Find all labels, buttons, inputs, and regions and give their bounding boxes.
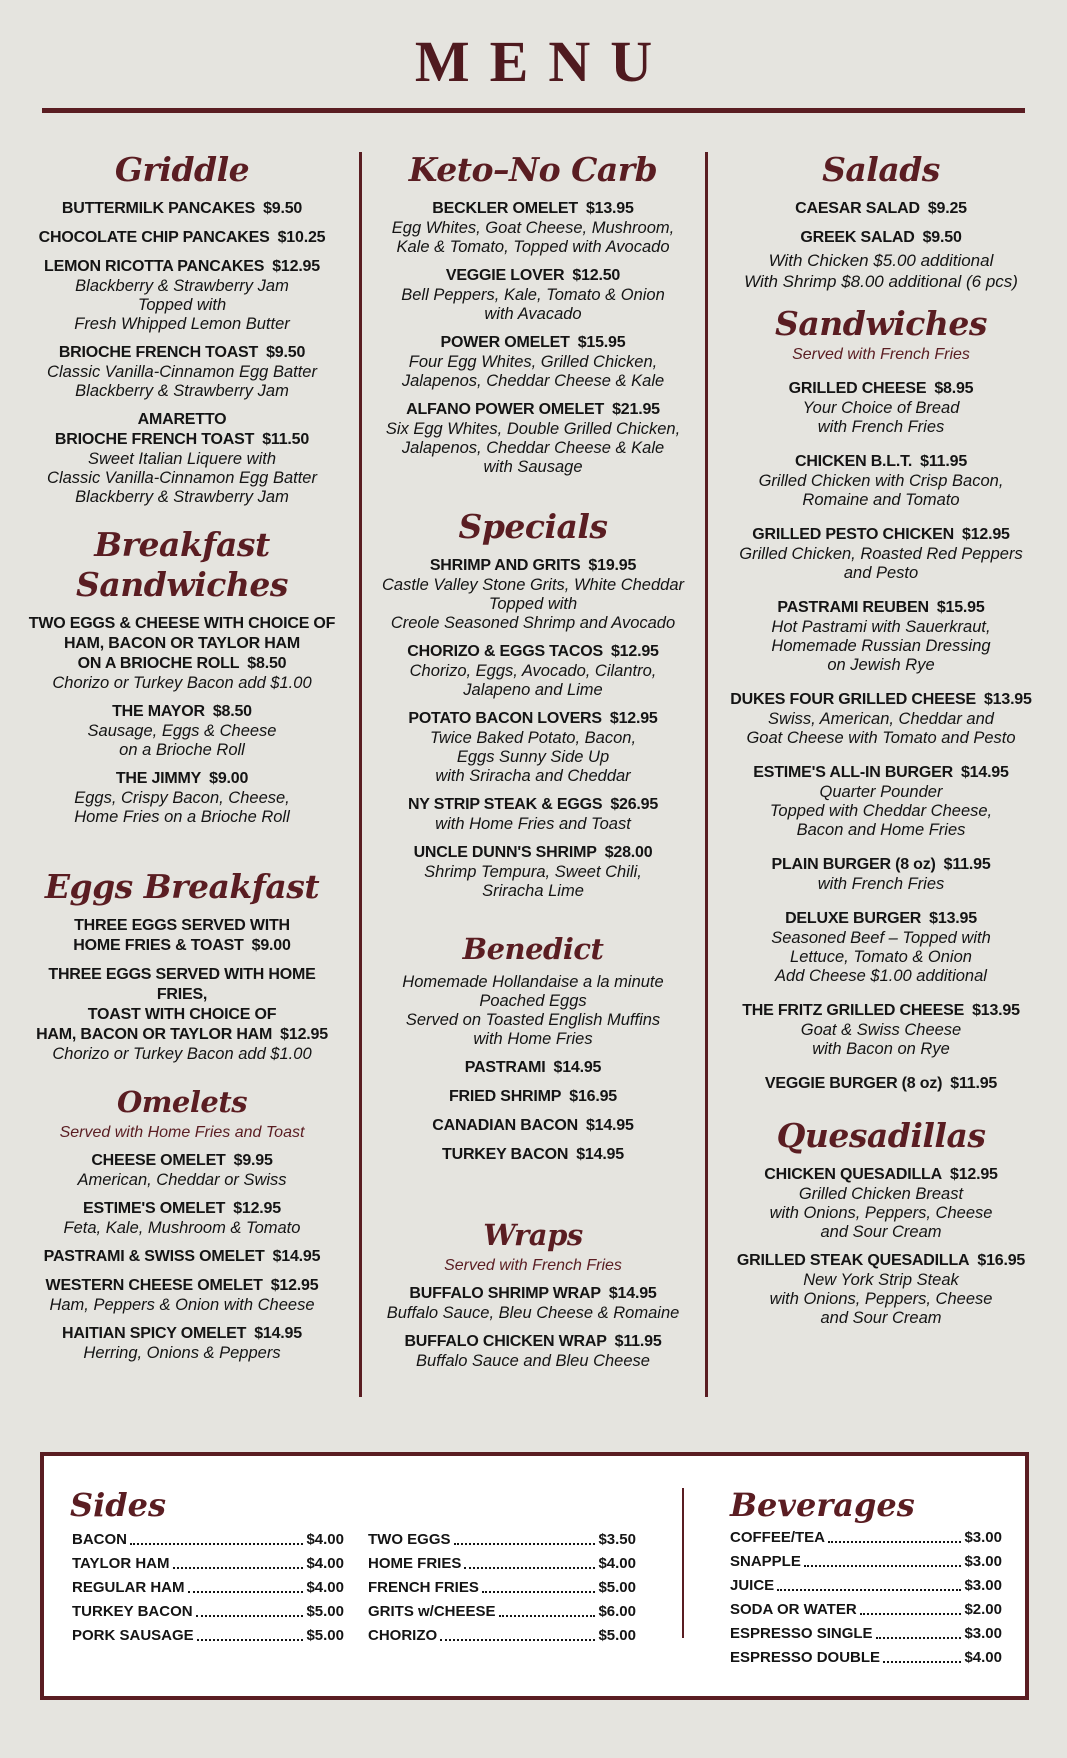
- menu-item-name: THREE EGGS SERVED WITH HOME FRIES & TOAST: [73, 917, 290, 954]
- section-title-omelets: Omelets: [116, 1085, 248, 1119]
- menu-item: [372, 199, 694, 257]
- beverages-title: Beverages: [730, 1486, 915, 1524]
- menu-item-price: $10.25: [277, 229, 326, 246]
- section-title-keto: Keto–No Carb: [408, 150, 658, 189]
- price-list-label: COFFEE/TEA: [730, 1529, 826, 1546]
- menu-item-price: $14.95: [254, 1325, 302, 1342]
- price-list-price: $3.00: [964, 1625, 1002, 1642]
- menu-item-description: Bell Peppers, Kale, Tomato & Onion with Avacado: [401, 286, 665, 323]
- menu-item-price: $12.95: [610, 643, 659, 660]
- price-list-row: [368, 1578, 636, 1598]
- menu-item: [22, 614, 342, 693]
- dot-leader: [883, 1648, 961, 1663]
- menu-item-price: $12.95: [280, 1026, 328, 1043]
- menu-item-description: Sweet Italian Liquere with Classic Vanilla-Cinnamon Egg Batter Blackberry & Strawberry Jam: [47, 450, 317, 506]
- menu-item-price: $16.95: [569, 1088, 618, 1105]
- menu-item-name: GRILLED STEAK QUESADILLA: [736, 1252, 970, 1269]
- section-title-benedict: Benedict: [462, 932, 604, 966]
- menu-item-price: $9.25: [927, 200, 967, 217]
- menu-item-price: $12.95: [233, 1200, 281, 1217]
- menu-item-description: Buffalo Sauce and Bleu Cheese: [416, 1352, 650, 1370]
- menu-item-description: Shrimp Tempura, Sweet Chili, Sriracha Lime: [424, 863, 642, 900]
- menu-item-name: ESTIME'S OMELET: [83, 1200, 226, 1217]
- price-list-label: ESPRESSO SINGLE: [730, 1625, 873, 1642]
- menu-item-name: SHRIMP AND GRITS: [429, 557, 581, 574]
- menu-item: [22, 1151, 342, 1190]
- sides-list-right: [368, 1530, 636, 1650]
- menu-item: [22, 1324, 342, 1363]
- menu-item-name: VEGGIE LOVER: [445, 267, 565, 284]
- menu-item-name: NY STRIP STEAK & EGGS: [407, 796, 603, 813]
- dot-leader: [876, 1624, 962, 1639]
- menu-item-price: $12.95: [272, 258, 320, 275]
- menu-item-name: GRILLED PESTO CHICKEN: [752, 526, 954, 543]
- menu-item: [22, 228, 342, 248]
- menu-column-left: [22, 150, 342, 1363]
- menu-item: [372, 1332, 694, 1371]
- menu-item: [722, 1001, 1040, 1059]
- dot-leader: [482, 1578, 596, 1593]
- menu-item-description: Twice Baked Potato, Bacon, Eggs Sunny Side Up with Sriracha and Cheddar: [429, 729, 637, 785]
- menu-item-description: Grilled Chicken with Crisp Bacon, Romaine and Tomato: [758, 472, 1004, 509]
- menu-item-price: $28.00: [604, 844, 653, 861]
- menu-item-description: American, Cheddar or Swiss: [77, 1171, 287, 1189]
- menu-item-description: Grilled Chicken Breast with Onions, Peppers, Cheese and Sour Cream: [769, 1185, 993, 1241]
- dot-leader: [454, 1530, 596, 1545]
- menu-item: [722, 228, 1040, 248]
- menu-item: [722, 1165, 1040, 1242]
- menu-item-price: $11.95: [950, 1075, 998, 1092]
- section-specials: [372, 556, 694, 901]
- menu-item-price: $15.95: [936, 599, 985, 616]
- menu-item-name: UNCLE DUNN'S SHRIMP: [413, 844, 597, 861]
- price-list-label: HOME FRIES: [368, 1555, 462, 1572]
- price-list-row: [368, 1530, 636, 1550]
- menu-item-description: Sausage, Eggs & Cheese on a Brioche Roll: [87, 722, 277, 759]
- price-list-row: [368, 1626, 636, 1646]
- price-list-row: [72, 1602, 344, 1622]
- section-sandwiches: [722, 379, 1040, 1094]
- sides-beverages-box: [40, 1452, 1029, 1700]
- menu-item-price: $12.50: [572, 267, 621, 284]
- page-title: MENU: [414, 29, 673, 94]
- menu-item-description: Quarter Pounder Topped with Cheddar Cheese, Bacon and Home Fries: [769, 783, 993, 839]
- menu-item-name: CHICKEN QUESADILLA: [764, 1166, 942, 1183]
- menu-item-description: New York Strip Steak with Onions, Peppers, Cheese and Sour Cream: [769, 1271, 993, 1327]
- price-list-price: $4.00: [306, 1555, 344, 1572]
- menu-item-price: $9.50: [266, 344, 306, 361]
- menu-item: [22, 1247, 342, 1267]
- price-list-price: $4.00: [306, 1579, 344, 1596]
- menu-item-name: LEMON RICOTTA PANCAKES: [44, 258, 265, 275]
- section-keto: [372, 199, 694, 477]
- menu-item: [22, 702, 342, 760]
- price-list-row: [368, 1554, 636, 1574]
- menu-item-description: Grilled Chicken, Roasted Red Peppers and Pesto: [739, 545, 1023, 582]
- section-title-sandwiches: Sandwiches: [775, 304, 987, 343]
- section-quesadillas: [722, 1165, 1040, 1328]
- menu-item-name: ALFANO POWER OMELET: [406, 401, 605, 418]
- dot-leader: [464, 1554, 595, 1569]
- price-list-label: SNAPPLE: [730, 1553, 801, 1570]
- menu-item-description: Four Egg Whites, Grilled Chicken, Jalapenos, Cheddar Cheese & Kale: [401, 353, 665, 390]
- section-benedict: [372, 1058, 694, 1165]
- menu-item-name: THREE EGGS SERVED WITH HOME FRIES, TOAST WITH CHOICE OF HAM, BACON OR TAYLOR HAM: [36, 966, 316, 1043]
- menu-item-name: BECKLER OMELET: [432, 200, 578, 217]
- menu-item-name: PASTRAMI & SWISS OMELET: [43, 1248, 265, 1265]
- menu-item-description: Feta, Kale, Mushroom & Tomato: [63, 1219, 301, 1237]
- menu-item-description: Seasoned Beef – Topped with Lettuce, Tomato & Onion Add Cheese $1.00 additional: [771, 929, 991, 985]
- section-subtitle-omelets: Served with Home Fries and Toast: [59, 1124, 305, 1141]
- price-list-price: $5.00: [306, 1603, 344, 1620]
- menu-item: [22, 257, 342, 334]
- menu-item: [722, 199, 1040, 219]
- section-title-wraps: Wraps: [483, 1218, 583, 1252]
- price-list-label: TWO EGGS: [368, 1531, 451, 1548]
- price-list-label: SODA OR WATER: [730, 1601, 857, 1618]
- menu-item-description: with Home Fries and Toast: [435, 815, 631, 833]
- menu-item-name: BUFFALO SHRIMP WRAP: [409, 1285, 601, 1302]
- price-list-price: $6.00: [598, 1603, 636, 1620]
- menu-item-price: $8.50: [212, 703, 252, 720]
- menu-item-name: BUFFALO CHICKEN WRAP: [404, 1333, 607, 1350]
- menu-item-description: Buffalo Sauce, Bleu Cheese & Romaine: [386, 1304, 680, 1322]
- menu-item: [22, 769, 342, 827]
- dot-leader: [828, 1528, 961, 1543]
- price-list-row: [72, 1530, 344, 1550]
- price-list-price: $3.00: [964, 1553, 1002, 1570]
- menu-item-price: $16.95: [977, 1252, 1026, 1269]
- price-list-price: $3.50: [598, 1531, 636, 1548]
- menu-item-description: Your Choice of Bread with French Fries: [802, 399, 960, 436]
- menu-item-price: $14.95: [576, 1146, 624, 1163]
- section-title-quesadillas: Quesadillas: [776, 1116, 986, 1155]
- menu-item-price: $9.50: [263, 200, 303, 217]
- menu-item: [372, 556, 694, 633]
- menu-item: [372, 843, 694, 901]
- menu-item-description: Goat & Swiss Cheese with Bacon on Rye: [800, 1021, 962, 1058]
- column-divider-left: [359, 152, 362, 1397]
- menu-item: [22, 1199, 342, 1238]
- box-divider: [682, 1488, 684, 1638]
- menu-item: [22, 965, 342, 1064]
- price-list-label: BACON: [72, 1531, 127, 1548]
- price-list-price: $5.00: [306, 1627, 344, 1644]
- menu-item-name: BUTTERMILK PANCAKES: [61, 200, 256, 217]
- menu-item-price: $9.50: [922, 229, 962, 246]
- dot-leader: [860, 1600, 962, 1615]
- section-title-eggs-breakfast: Eggs Breakfast: [44, 867, 320, 906]
- title-divider: [42, 108, 1025, 113]
- section-subtitle-sandwiches: Served with French Fries: [792, 346, 970, 363]
- section-title-specials: Specials: [458, 507, 608, 546]
- menu-item: [372, 1058, 694, 1078]
- menu-item-name: ESTIME'S ALL-IN BURGER: [753, 764, 953, 781]
- menu-item-price: $12.95: [609, 710, 658, 727]
- beverages-list: [730, 1528, 1002, 1672]
- menu-item-name: CHEESE OMELET: [91, 1152, 226, 1169]
- menu-item: [372, 709, 694, 786]
- menu-item-name: HAITIAN SPICY OMELET: [62, 1325, 247, 1342]
- column-divider-right: [705, 152, 708, 1397]
- menu-item-price: $12.95: [962, 526, 1010, 543]
- menu-column-right: [722, 150, 1040, 1328]
- menu-item-price: $15.95: [577, 334, 626, 351]
- menu-item-name: THE MAYOR: [112, 703, 205, 720]
- menu-item-price: $13.95: [972, 1002, 1020, 1019]
- price-list-row: [72, 1578, 344, 1598]
- dot-leader: [777, 1576, 961, 1591]
- menu-item-name: CHOCOLATE CHIP PANCAKES: [38, 229, 270, 246]
- sides-list-left: [72, 1530, 344, 1650]
- price-list-row: [730, 1600, 1002, 1620]
- menu-item-price: $9.00: [209, 770, 249, 787]
- menu-item-name: GREEK SALAD: [800, 229, 915, 246]
- dot-leader: [173, 1554, 304, 1569]
- menu-item-name: PASTRAMI REUBEN: [777, 599, 929, 616]
- menu-item-name: GRILLED CHEESE: [788, 380, 927, 397]
- dot-leader: [188, 1578, 304, 1593]
- menu-column-center: [372, 150, 694, 1371]
- menu-item-name: AMARETTO BRIOCHE FRENCH TOAST: [54, 411, 255, 448]
- menu-item-description: Blackberry & Strawberry Jam Topped with Fresh Whipped Lemon Butter: [74, 277, 290, 333]
- menu-item: [722, 690, 1040, 748]
- menu-item-name: CANADIAN BACON: [432, 1117, 578, 1134]
- menu-item-name: POTATO BACON LOVERS: [408, 710, 602, 727]
- menu-item-description: Chorizo, Eggs, Avocado, Cilantro, Jalapeno and Lime: [409, 662, 657, 699]
- menu-item: [372, 333, 694, 391]
- dot-leader: [804, 1552, 962, 1567]
- section-wraps: [372, 1284, 694, 1371]
- price-list-row: [730, 1576, 1002, 1596]
- section-salads: [722, 199, 1040, 248]
- menu-item-description: Hot Pastrami with Sauerkraut, Homemade Russian Dressing on Jewish Rye: [771, 618, 991, 674]
- menu-item-description: Herring, Onions & Peppers: [83, 1344, 281, 1362]
- price-list-label: REGULAR HAM: [72, 1579, 185, 1596]
- menu-item-name: CHORIZO & EGGS TACOS: [407, 643, 603, 660]
- price-list-label: JUICE: [730, 1577, 775, 1594]
- menu-item-price: $19.95: [588, 557, 637, 574]
- price-list-row: [72, 1626, 344, 1646]
- menu-item-price: $12.95: [270, 1277, 319, 1294]
- menu-item: [372, 642, 694, 700]
- benedict-description: Homemade Hollandaise a la minute Poached Eggs Served on Toasted English Muffins with Home Fries: [402, 973, 664, 1048]
- menu-item-price: $14.95: [960, 764, 1009, 781]
- price-list-row: [730, 1648, 1002, 1668]
- menu-item-name: PLAIN BURGER (8 oz): [771, 856, 936, 873]
- menu-item-description: Eggs, Crispy Bacon, Cheese, Home Fries on a Brioche Roll: [74, 789, 290, 826]
- menu-item-description: with French Fries: [817, 875, 945, 893]
- section-eggs-breakfast: [22, 916, 342, 1064]
- menu-item-name: THE JIMMY: [115, 770, 202, 787]
- menu-item-name: WESTERN CHEESE OMELET: [45, 1277, 263, 1294]
- price-list-label: CHORIZO: [368, 1627, 438, 1644]
- menu-item-name: PASTRAMI: [464, 1059, 546, 1076]
- menu-item-name: DUKES FOUR GRILLED CHEESE: [730, 691, 976, 708]
- menu-item-description: Swiss, American, Cheddar and Goat Cheese with Tomato and Pesto: [746, 710, 1016, 747]
- menu-item: [722, 1251, 1040, 1328]
- section-title-breakfast-sandwiches: Breakfast Sandwiches: [76, 525, 288, 604]
- menu-item: [372, 400, 694, 477]
- dot-leader: [196, 1602, 304, 1617]
- menu-item: [722, 855, 1040, 894]
- menu-item-price: $14.95: [585, 1117, 634, 1134]
- menu-item: [22, 1276, 342, 1315]
- menu-item-description: Chorizo or Turkey Bacon add $1.00: [52, 674, 312, 692]
- menu-item-price: $9.95: [233, 1152, 273, 1169]
- sides-title: Sides: [70, 1486, 167, 1524]
- menu-item-price: $26.95: [610, 796, 659, 813]
- menu-item: [372, 266, 694, 324]
- menu-item-price: $13.95: [585, 200, 634, 217]
- price-list-label: TURKEY BACON: [72, 1603, 193, 1620]
- menu-item-price: $21.95: [612, 401, 660, 418]
- price-list-label: PORK SAUSAGE: [72, 1627, 194, 1644]
- menu-item-price: $11.95: [920, 453, 968, 470]
- menu-item: [372, 1116, 694, 1136]
- section-breakfast-sandwiches: [22, 614, 342, 827]
- menu-item-name: FRIED SHRIMP: [448, 1088, 562, 1105]
- menu-item: [372, 795, 694, 834]
- price-list-label: FRENCH FRIES: [368, 1579, 479, 1596]
- salad-notes: With Chicken $5.00 additional With Shrimp $8.00 additional (6 pcs): [744, 251, 1018, 291]
- dot-leader: [499, 1602, 596, 1617]
- menu-item-price: $14.95: [272, 1248, 321, 1265]
- menu-item-description: Egg Whites, Goat Cheese, Mushroom, Kale & Tomato, Topped with Avocado: [391, 219, 675, 256]
- menu-item-price: $11.95: [943, 856, 991, 873]
- menu-item-description: Chorizo or Turkey Bacon add $1.00: [52, 1045, 312, 1063]
- menu-item: [372, 1145, 694, 1165]
- menu-item-price: $9.00: [251, 937, 291, 954]
- menu-item-name: CHICKEN B.L.T.: [794, 453, 913, 470]
- price-list-price: $4.00: [598, 1555, 636, 1572]
- menu-item: [722, 909, 1040, 986]
- price-list-label: GRITS w/CHEESE: [368, 1603, 496, 1620]
- section-subtitle-wraps: Served with French Fries: [444, 1257, 622, 1274]
- menu-item-description: Castle Valley Stone Grits, White Cheddar Topped with Creole Seasoned Shrimp and Avocado: [381, 576, 685, 632]
- price-list-price: $4.00: [306, 1531, 344, 1548]
- menu-item-price: $12.95: [950, 1166, 998, 1183]
- section-title-griddle: Griddle: [114, 150, 250, 189]
- menu-item-price: $8.50: [247, 655, 287, 672]
- dot-leader: [440, 1626, 595, 1641]
- menu-item-name: POWER OMELET: [440, 334, 570, 351]
- menu-item: [22, 410, 342, 507]
- menu-item-price: $13.95: [983, 691, 1032, 708]
- menu-item: [722, 379, 1040, 437]
- menu-item-name: TWO EGGS & CHEESE WITH CHOICE OF HAM, BACON OR TAYLOR HAM ON A BRIOCHE ROLL: [28, 615, 336, 672]
- dot-leader: [197, 1626, 304, 1641]
- menu-item: [722, 525, 1040, 583]
- price-list-row: [730, 1552, 1002, 1572]
- menu-item: [722, 598, 1040, 675]
- menu-item-name: CAESAR SALAD: [795, 200, 920, 217]
- price-list-row: [730, 1528, 1002, 1548]
- menu-item: [722, 763, 1040, 840]
- price-list-price: $3.00: [964, 1577, 1002, 1594]
- menu-item-price: $8.95: [934, 380, 974, 397]
- menu-item-description: Six Egg Whites, Double Grilled Chicken, Jalapenos, Cheddar Cheese & Kale with Sausage: [385, 420, 681, 476]
- menu-item-price: $11.95: [614, 1333, 662, 1350]
- section-griddle: [22, 199, 342, 507]
- menu-item-name: TURKEY BACON: [442, 1146, 569, 1163]
- price-list-price: $2.00: [964, 1601, 1002, 1618]
- section-title-salads: Salads: [822, 150, 940, 189]
- menu-item: [372, 1087, 694, 1107]
- menu-item-price: $14.95: [553, 1059, 602, 1076]
- menu-item: [22, 199, 342, 219]
- menu-item: [22, 916, 342, 956]
- price-list-row: [72, 1554, 344, 1574]
- price-list-price: $4.00: [964, 1649, 1002, 1666]
- menu-item-price: $13.95: [929, 910, 977, 927]
- menu-item: [22, 343, 342, 401]
- dot-leader: [130, 1530, 303, 1545]
- price-list-row: [368, 1602, 636, 1622]
- price-list-price: $5.00: [598, 1579, 636, 1596]
- price-list-row: [730, 1624, 1002, 1644]
- section-omelets: [22, 1151, 342, 1363]
- menu-item-price: $14.95: [608, 1285, 657, 1302]
- price-list-label: ESPRESSO DOUBLE: [730, 1649, 881, 1666]
- menu-item-price: $11.50: [262, 431, 310, 448]
- price-list-price: $5.00: [598, 1627, 636, 1644]
- price-list-price: $3.00: [964, 1529, 1002, 1546]
- menu-item: [722, 1074, 1040, 1094]
- menu-item: [372, 1284, 694, 1323]
- price-list-label: TAYLOR HAM: [72, 1555, 170, 1572]
- menu-item: [722, 452, 1040, 510]
- menu-item-name: BRIOCHE FRENCH TOAST: [58, 344, 259, 361]
- menu-item-name: VEGGIE BURGER (8 oz): [764, 1075, 943, 1092]
- menu-item-name: THE FRITZ GRILLED CHEESE: [742, 1002, 965, 1019]
- menu-item-description: Ham, Peppers & Onion with Cheese: [49, 1296, 315, 1314]
- menu-item-name: DELUXE BURGER: [785, 910, 922, 927]
- menu-item-description: Classic Vanilla-Cinnamon Egg Batter Blackberry & Strawberry Jam: [47, 363, 317, 400]
